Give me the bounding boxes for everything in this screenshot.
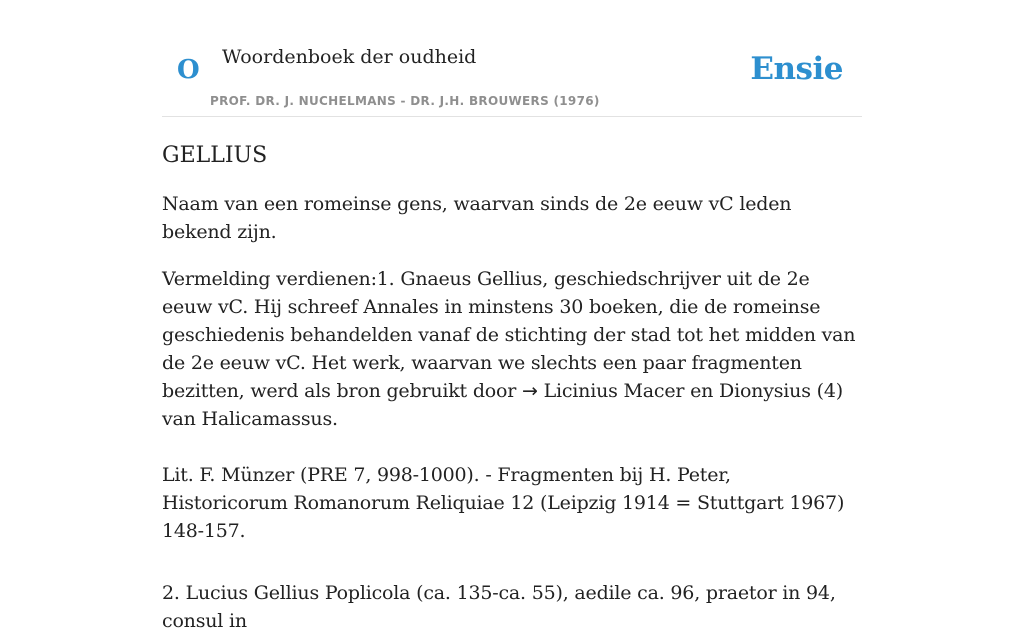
cross-reference-link[interactable]: Licinius Macer en Dionysius (4) van Halicamassus. [162,380,843,430]
page [162,0,862,635]
literature-paragraph: Lit. F. Münzer (PRE 7, 998-1000). - Fragmenten bij H. Peter, Historicorum Romanorum Reliquiae 12 (Leipzig 1914 = Stuttgart 1967) 148-157. [162,464,845,542]
cross-reference-arrow-icon: → [522,380,538,402]
ensie-logo-link[interactable]: Ensie [750,51,843,87]
index-letter-link[interactable]: O [177,55,200,85]
book-authors: PROF. DR. J. NUCHELMANS - DR. J.H. BROUWERS (1976) [210,94,600,108]
intro-paragraph: Naam van een romeinse gens, waarvan sinds de 2e eeuw vC leden bekend zijn. [162,193,792,243]
book-title-link[interactable]: Woordenboek der oudheid [222,46,477,68]
dictionary-header [162,0,862,117]
paragraph-lucius: 2. Lucius Gellius Poplicola (ca. 135-ca. 55), aedile ca. 96, praetor in 94, consul in [162,582,836,632]
paragraph-gnaeus-text: Vermelding verdienen:1. Gnaeus Gellius, geschiedschrijver uit de 2e eeuw vC. Hij schreef Annales in minstens 30 boeken, die de romeinse geschiedenis behandelden vanaf de stichting der stad tot het midden van de 2e eeuw vC. Het werk, waarvan we slechts een paar fragmenten bezitten, werd als bron gebruikt door [162,268,856,402]
entry-title: GELLIUS [162,143,268,168]
paragraph-gnaeus [162,265,862,433]
article [162,117,862,635]
